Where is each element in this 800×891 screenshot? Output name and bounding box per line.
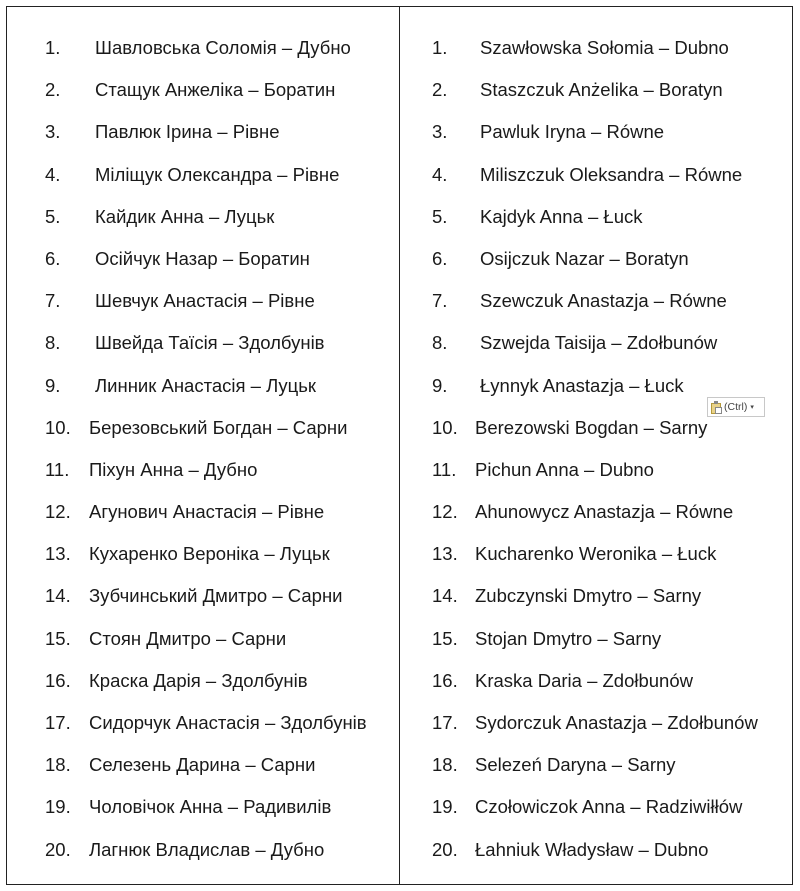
item-number: 18. [432,754,458,776]
item-text: Łahniuk Władysław – Dubno [475,838,709,860]
item-text: Szwejda Taisija – Zdołbunów [480,332,718,354]
item-text: Łynnyk Anastazja – Łuck [480,374,684,396]
item-text: Szawłowska Sołomia – Dubno [480,37,729,58]
item-text: Pawluk Iryna – Równe [480,121,665,143]
item-text: Линник Анастасія – Луцьк [95,374,316,396]
item-number: 5. [45,205,61,227]
list-item [7,120,399,162]
item-text: Sydorczuk Anastazja – Zdołbunów [475,712,758,733]
list-item [7,78,399,120]
item-number: 13. [45,543,71,565]
list-item [7,627,399,669]
item-text: Лагнюк Владислав – Дубно [89,838,325,860]
list-item [7,289,399,331]
item-text: Стащук Анжеліка – Боратин [95,79,336,101]
list-item [400,78,792,120]
item-text: Стоян Дмитро – Сарни [89,627,287,649]
item-number: 17. [432,712,458,733]
list-item [7,163,399,205]
item-text: Osijczuk Nazar – Boratyn [480,247,689,269]
item-number: 6. [432,247,448,269]
item-number: 3. [432,121,448,143]
ukrainian-column [7,7,400,884]
item-text: Кайдик Анна – Луцьк [95,205,275,227]
item-text: Szewczuk Anastazja – Równe [480,290,727,312]
item-number: 6. [45,247,61,269]
list-item [400,36,792,78]
item-text: Шевчук Анастасія – Рівне [95,290,315,312]
item-number: 15. [432,627,458,649]
item-number: 10. [45,416,71,438]
list-item [400,416,792,458]
list-item [400,247,792,289]
list-item [400,584,792,626]
item-text: Краска Дарія – Здолбунів [89,669,308,691]
item-number: 5. [432,205,448,227]
item-text: Zubczynski Dmytro – Sarny [475,585,702,607]
item-text: Зубчинський Дмитро – Сарни [89,585,343,607]
list-item [400,120,792,162]
item-text: Pichun Anna – Dubno [475,458,654,480]
list-item [400,331,792,373]
item-text: Шавловська Соломія – Дубно [95,37,351,58]
list-item [400,753,792,795]
item-number: 3. [45,121,61,143]
item-text: Kajdyk Anna – Łuck [480,205,643,227]
list-item [400,795,792,837]
item-number: 13. [432,543,458,565]
list-item [400,669,792,711]
item-number: 11. [432,458,457,480]
list-item [400,205,792,247]
item-number: 1. [45,37,61,58]
item-number: 8. [432,332,448,354]
item-text: Miliszczuk Oleksandra – Równe [480,163,743,185]
item-number: 8. [45,332,61,354]
item-number: 12. [432,501,458,523]
list-item [400,289,792,331]
list-item [7,500,399,542]
item-text: Чоловічок Анна – Радивилів [89,796,332,818]
item-text: Selezeń Daryna – Sarny [475,754,676,776]
item-number: 19. [432,796,458,818]
item-number: 18. [45,754,71,776]
list-item [7,838,399,880]
item-text: Павлюк Ірина – Рівне [95,121,280,143]
list-item [400,542,792,584]
list-item [7,416,399,458]
item-text: Сидорчук Анастасія – Здолбунів [89,712,367,733]
item-text: Швейда Таїсія – Здолбунів [95,332,325,354]
list-item [400,627,792,669]
paste-options-button[interactable] [707,397,765,417]
item-number: 20. [432,838,458,860]
clipboard-icon [711,401,722,414]
item-text: Кухаренко Вероніка – Луцьк [89,543,330,565]
polish-column [400,7,792,884]
item-number: 9. [432,374,448,396]
item-text: Berezowski Bogdan – Sarny [475,416,708,438]
item-text: Піхун Анна – Дубно [89,458,258,480]
item-number: 12. [45,501,71,523]
item-number: 16. [432,669,458,691]
item-number: 1. [432,37,448,58]
item-number: 7. [45,290,61,312]
list-item [7,331,399,373]
item-text: Ahunowycz Anastazja – Równe [475,501,734,523]
item-text: Stojan Dmytro – Sarny [475,627,662,649]
item-number: 2. [432,79,448,101]
list-item [7,584,399,626]
item-number: 14. [45,585,71,607]
item-text: Staszczuk Anżelika – Boratyn [480,79,723,101]
list-item [7,795,399,837]
item-number: 2. [45,79,61,101]
paste-options-label: (Ctrl) [724,401,748,413]
item-number: 20. [45,838,71,860]
list-item [7,247,399,289]
list-item [7,542,399,584]
list-item [400,163,792,205]
item-text: Czołowiczok Anna – Radziwiłłów [475,796,743,818]
item-number: 17. [45,712,71,733]
item-text: Агунович Анастасія – Рівне [89,501,325,523]
list-item [7,711,399,753]
item-number: 19. [45,796,71,818]
item-number: 9. [45,374,61,396]
list-item [400,838,792,880]
ukrainian-names-list [7,36,399,880]
list-item [7,36,399,78]
list-item [7,753,399,795]
item-text: Kraska Daria – Zdołbunów [475,669,693,691]
item-text: Селезень Дарина – Сарни [89,754,316,776]
item-number: 15. [45,627,71,649]
item-text: Kucharenko Weronika – Łuck [475,543,717,565]
list-item [7,458,399,500]
chevron-down-icon: ▾ [750,404,754,411]
item-text: Осійчук Назар – Боратин [95,247,310,269]
list-item [400,500,792,542]
item-number: 11. [45,458,70,480]
list-item [400,711,792,753]
item-number: 10. [432,416,458,438]
item-number: 14. [432,585,458,607]
names-table [6,6,793,885]
item-number: 7. [432,290,448,312]
list-item [7,205,399,247]
item-number: 16. [45,669,71,691]
list-item [7,374,399,416]
list-item [400,458,792,500]
list-item [7,669,399,711]
item-text: Міліщук Олександра – Рівне [95,163,340,185]
item-number: 4. [45,163,61,185]
polish-names-list [400,36,792,880]
item-number: 4. [432,163,448,185]
item-text: Березовський Богдан – Сарни [89,416,348,438]
